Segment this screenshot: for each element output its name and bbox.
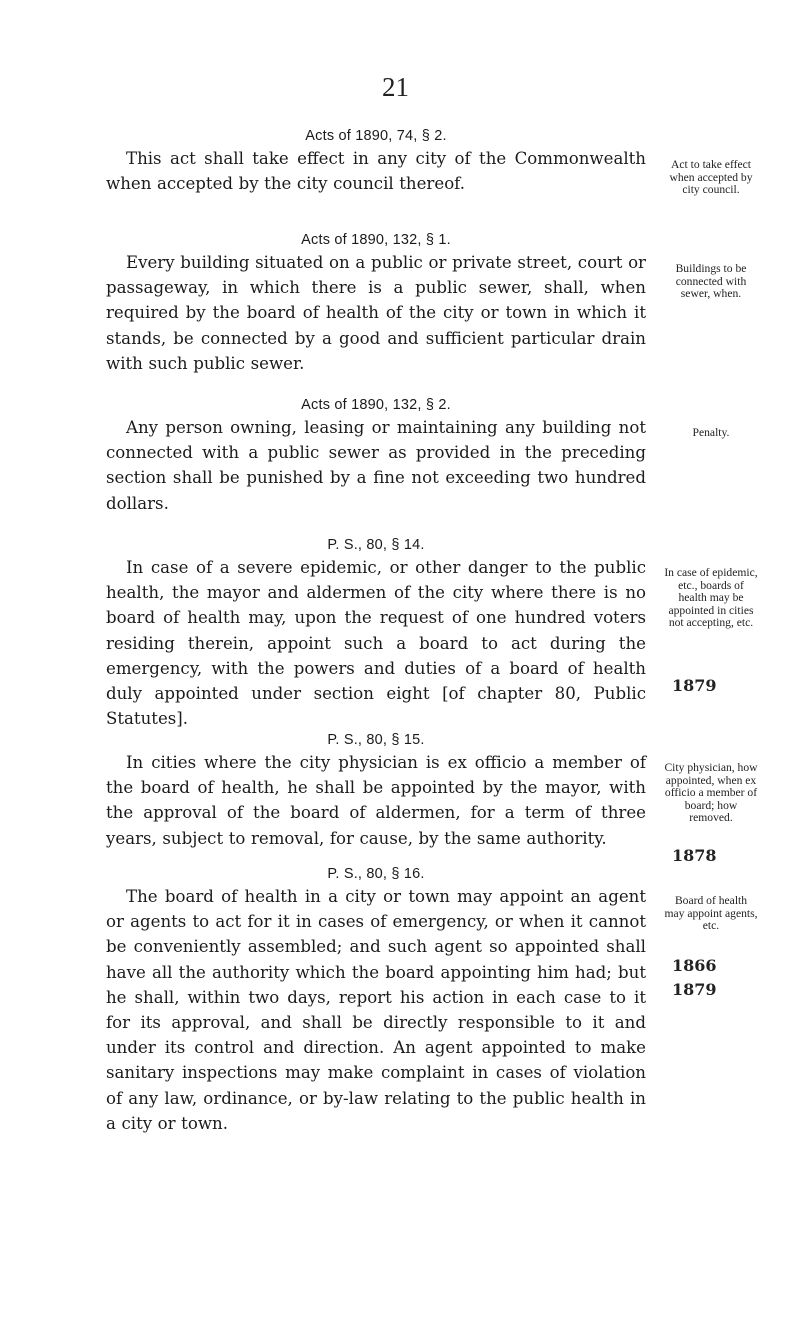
section-heading: P. S., 80, § 14.	[327, 537, 425, 553]
margin-note: Penalty.	[692, 426, 730, 439]
margin-year: 1878	[672, 846, 717, 865]
margin-note: Board of health may appoint agents, etc.	[664, 894, 758, 933]
section-act-1890-74-2	[106, 128, 646, 196]
margin-year: 1879	[672, 676, 717, 695]
section-heading: Acts of 1890, 74, § 2.	[305, 128, 447, 144]
margin-note: Act to take effect when accepted by city council.	[669, 158, 753, 197]
margin-note: City physician, how appointed, when ex officio a member of board; how removed.	[664, 761, 758, 825]
margin-note: Buildings to be connected with sewer, when.	[675, 262, 747, 301]
section-text: The board of health in a city or town may appoint an agent or agents to act for it in cases of emergency, or when it cannot be conveniently assembled; and such agent so appointed shall have all the authority which the board appointing him had; but he shall, within two days, report his action in each case to it for its approval, and shall be directly responsible to it and under its control and direction. An agent appointed to make sanitary inspections may make complaint in cases of violation of any law, ordinance, or by-law relating to the public health in a city or town.	[106, 887, 646, 1133]
section-ps-80-16	[106, 866, 646, 1136]
margin-year: 1879	[672, 980, 717, 999]
section-ps-80-14	[106, 537, 646, 731]
section-heading: P. S., 80, § 16.	[327, 866, 425, 882]
margin-year: 1866	[672, 956, 717, 975]
section-text: Every building situated on a public or private street, court or passageway, in which there is a public sewer, shall, when required by the board of health of the city or town in which it stands, be connected by a good and sufficient particular drain with such public sewer.	[106, 253, 646, 373]
section-heading: Acts of 1890, 132, § 2.	[301, 397, 451, 413]
section-text: In cities where the city physician is ex officio a member of the board of health, he shall be appointed by the mayor, with the approval of the board of aldermen, for a term of three years, subject to removal, for cause, by the same authority.	[106, 753, 646, 848]
margin-note: In case of epidemic, etc., boards of health may be appointed in cities not accepting, etc.	[664, 566, 758, 630]
section-act-1890-132-2	[106, 397, 646, 516]
section-text: Any person owning, leasing or maintaining any building not connected with a public sewer as provided in the preceding section shall be punished by a fine not exceeding two hundred dollars.	[106, 418, 646, 513]
section-heading: P. S., 80, § 15.	[327, 732, 425, 748]
section-act-1890-132-1	[106, 232, 646, 376]
section-heading: Acts of 1890, 132, § 1.	[301, 232, 451, 248]
section-text: In case of a severe epidemic, or other danger to the public health, the mayor and aldermen of the city where there is no board of health may, upon the request of one hundred voters residing therein, appoint such a board to act during the emergency, with the powers and duties of a board of health duly appointed under section eight [of chapter 80, Public Statutes].	[106, 558, 646, 729]
section-text: This act shall take effect in any city of the Commonwealth when accepted by the city council thereof.	[106, 149, 646, 194]
section-ps-80-15	[106, 732, 646, 851]
page-number: 21	[382, 72, 409, 102]
